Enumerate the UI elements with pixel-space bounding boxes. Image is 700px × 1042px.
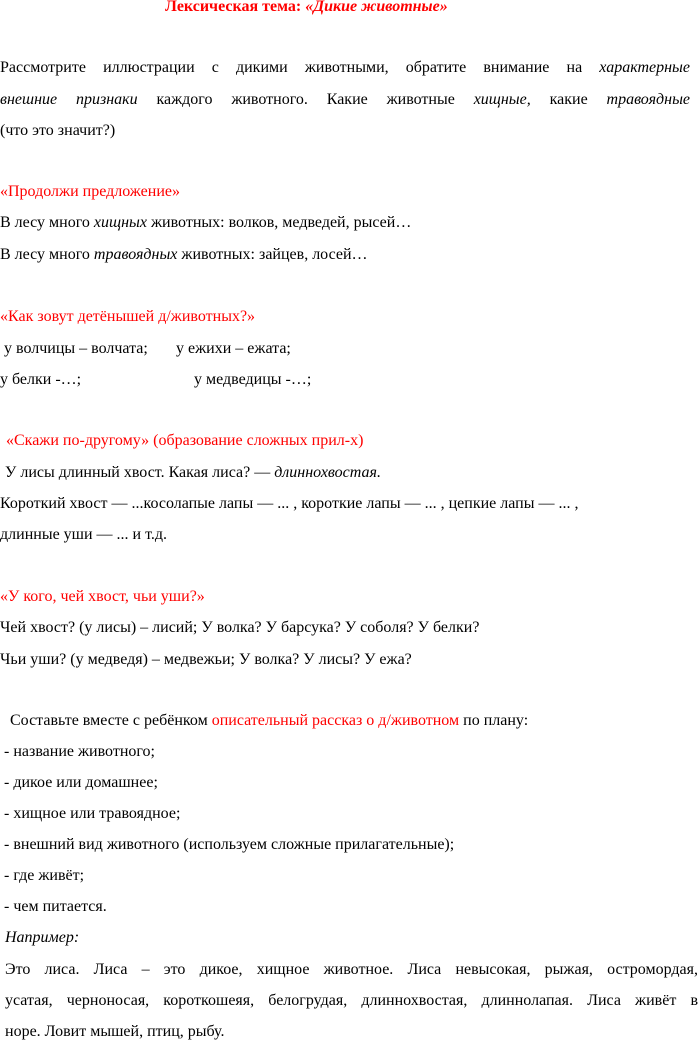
s2-line-1a: у волчицы – волчата;: [4, 340, 148, 357]
s4-line-2: Чьи уши? (у медведя) – медвежьи; У волка? У лисы? У ежа?: [0, 651, 412, 668]
s3-line-1: У лисы длинный хвост. Какая лиса? — длиннохвостая.: [5, 464, 381, 481]
plan-item: - название животного;: [4, 743, 155, 760]
plan-item: - где живёт;: [4, 867, 85, 884]
section-heading-continue: «Продолжи предложение»: [0, 183, 180, 200]
intro-line-3: (что это значит?): [0, 122, 116, 139]
plan-item: - чем питается.: [4, 898, 107, 915]
intro-line-1: Рассмотрите иллюстрации с дикими животными, обратите внимание на характерные: [0, 59, 690, 76]
s2-line-2b: у медведицы -…;: [194, 371, 312, 388]
example-line-1: Это лиса. Лиса – это дикое, хищное животное. Лиса невысокая, рыжая, остромордая,: [5, 961, 698, 978]
example-label: Например:: [5, 929, 80, 946]
intro-line-2: внешние признаки каждого животного. Какие животные хищные, какие травоядные: [0, 91, 690, 108]
plan-item: - хищное или травоядное;: [4, 805, 181, 822]
s2-line-1b: у ежихи – ежата;: [176, 340, 291, 357]
plan-item: - внешний вид животного (используем сложные прилагательные);: [4, 836, 455, 853]
title-prefix: Лексическая тема:: [165, 0, 306, 15]
section-heading-say-differently: «Скажи по-другому» (образование сложных прил-х): [6, 432, 364, 449]
example-line-3: норе. Ловит мышей, птиц, рыбу.: [5, 1023, 225, 1040]
s2-line-2a: у белки -…;: [0, 371, 82, 388]
s1-line-2: В лесу много травоядных животных: зайцев, лосей…: [0, 246, 368, 263]
s3-line-2: Короткий хвост — ...косолапые лапы — ... , короткие лапы — ... , цепкие лапы — ... ,: [0, 495, 579, 512]
page-title: [165, 0, 448, 17]
example-line-2: усатая, черноносая, короткошеяя, белогрудая, длиннохвостая, длиннолапая. Лиса живёт в: [5, 992, 698, 1009]
s3-line-3: длинные уши — ... и т.д.: [0, 526, 168, 543]
title-topic: «Дикие животные»: [305, 0, 448, 15]
section-heading-whose-tail: «У кого, чей хвост, чьи уши?»: [0, 588, 205, 605]
plan-item: - дикое или домашнее;: [4, 774, 158, 791]
section-heading-young: «Как зовут детёнышей д/животных?»: [0, 308, 256, 325]
s1-line-1: В лесу много хищных животных: волков, медведей, рысей…: [0, 214, 412, 231]
s4-line-1: Чей хвост? (у лисы) – лисий; У волка? У барсука? У соболя? У белки?: [0, 619, 480, 636]
s5-intro: Составьте вместе с ребёнком описательный рассказ о д/животном по плану:: [10, 712, 529, 729]
